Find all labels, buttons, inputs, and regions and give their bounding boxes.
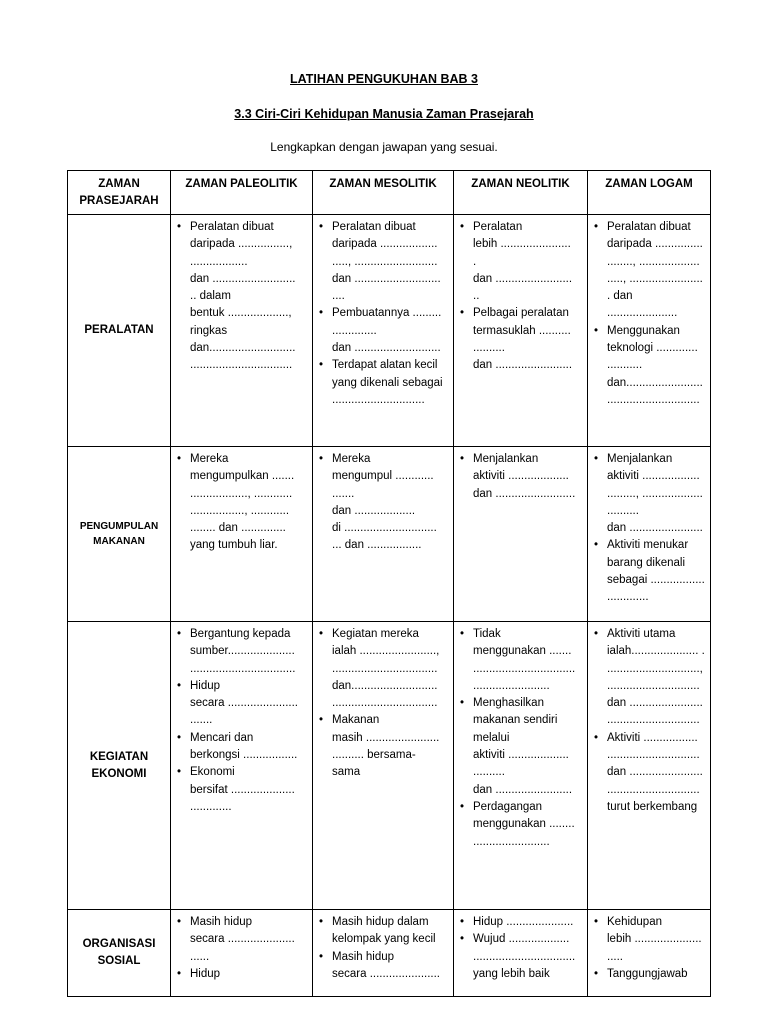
- bullet-item: • Mencari dan berkongsi .................: [175, 730, 308, 765]
- instruction-text: Lengkapkan dengan jawapan yang sesuai.: [270, 140, 498, 154]
- bullet-item: • Pembuatannya ......... .............. dan ...........................: [317, 305, 449, 357]
- bullet-item: • Aktiviti menukar barang dikenali sebagai ................. .............: [592, 537, 706, 606]
- section-subtitle: 3.3 Ciri-Ciri Kehidupan Manusia Zaman Prasejarah: [234, 107, 534, 121]
- row-peralatan: [68, 215, 711, 447]
- bullet-item: • Tanggungjawab: [592, 966, 706, 983]
- bullet-item: • Makanan masih ....................... .......... bersama- sama: [317, 712, 449, 781]
- row-pengumpulan-makanan: [68, 447, 711, 622]
- cell-sosial-paleolitik: [171, 910, 313, 997]
- bullet-item: • Peralatan dibuat daripada ............... ........, ................... ....., ....................... . dan ......................: [592, 219, 706, 323]
- cell-sosial-neolitik: [454, 910, 588, 997]
- cell-peralatan-neolitik: [454, 215, 588, 447]
- bullet-item: • Tidak menggunakan ....... ................................ ........................: [458, 626, 583, 695]
- cell-sosial-mesolitik: [313, 910, 454, 997]
- row-label-organisasi-sosial: ORGANISASI SOSIAL: [68, 910, 171, 997]
- bullet-item: • Kehidupan lebih ..................... .....: [592, 914, 706, 966]
- bullet-item: • Masih hidup secara ......................: [317, 949, 449, 984]
- bullet-item: • Perdagangan menggunakan ........ ........................: [458, 799, 583, 851]
- header-mesolitik: ZAMAN MESOLITIK: [313, 171, 454, 215]
- bullet-item: • Aktiviti ................. ............................. dan ....................... ............................. turut berkembang: [592, 730, 706, 816]
- header-logam: ZAMAN LOGAM: [588, 171, 711, 215]
- bullet-item: • Mereka mengumpul ............ ....... dan ................... di ............................. ... dan .................: [317, 451, 449, 555]
- bullet-item: • Menghasilkan makanan sendiri melalui aktiviti ................... .......... dan ........................: [458, 695, 583, 799]
- header-paleolitik: ZAMAN PALEOLITIK: [171, 171, 313, 215]
- cell-ekonomi-paleolitik: [171, 622, 313, 910]
- exercise-title: LATIHAN PENGUKUHAN BAB 3: [290, 72, 478, 86]
- row-label-peralatan: PERALATAN: [68, 215, 171, 447]
- cell-ekonomi-logam: [588, 622, 711, 910]
- cell-makanan-logam: [588, 447, 711, 622]
- bullet-item: • Ekonomi bersifat .................... .............: [175, 764, 308, 816]
- bullet-item: • Masih hidup dalam kelompak yang kecil: [317, 914, 449, 949]
- header-neolitik: ZAMAN NEOLITIK: [454, 171, 588, 215]
- bullet-item: • Menggunakan teknologi ............. ........... dan........................ .............................: [592, 323, 706, 409]
- bullet-item: • Peralatan dibuat daripada ................, .................. dan .......................... .. dalam bentuk ..................., ringkas dan........................... ................................: [175, 219, 308, 375]
- row-organisasi-sosial: [68, 910, 711, 997]
- cell-peralatan-paleolitik: [171, 215, 313, 447]
- bullet-item: • Kegiatan mereka ialah ........................, ................................. dan........................... .................................: [317, 626, 449, 712]
- bullet-item: • Menjalankan aktiviti .................. ........., ................... .......... dan .......................: [592, 451, 706, 537]
- bullet-item: • Peralatan dibuat daripada .................. ....., .......................... dan ........................... ....: [317, 219, 449, 305]
- table-body: [68, 215, 711, 997]
- row-label-kegiatan-ekonomi: KEGIATAN EKONOMI: [68, 622, 171, 910]
- cell-ekonomi-neolitik: [454, 622, 588, 910]
- bullet-item: • Hidup: [175, 966, 308, 983]
- bullet-item: • Menjalankan aktiviti ................... dan .........................: [458, 451, 583, 503]
- cell-makanan-mesolitik: [313, 447, 454, 622]
- header-row: [68, 171, 711, 215]
- cell-makanan-paleolitik: [171, 447, 313, 622]
- cell-makanan-neolitik: [454, 447, 588, 622]
- bullet-item: • Wujud ................... ................................ yang lebih baik: [458, 931, 583, 983]
- bullet-item: • Terdapat alatan kecil yang dikenali sebagai .............................: [317, 357, 449, 409]
- bullet-item: • Masih hidup secara ..................... ......: [175, 914, 308, 966]
- cell-peralatan-logam: [588, 215, 711, 447]
- bullet-item: • Peralatan lebih ...................... . dan ........................ ..: [458, 219, 583, 305]
- bullet-item: • Hidup .....................: [458, 914, 583, 931]
- bullet-item: • Aktiviti utama ialah..................... . ............................., ............................. dan ....................... .............................: [592, 626, 706, 730]
- prehistoric-table: [67, 170, 711, 997]
- bullet-item: • Hidup secara ...................... .......: [175, 678, 308, 730]
- cell-sosial-logam: [588, 910, 711, 997]
- header-zaman-prasejarah: ZAMAN PRASEJARAH: [68, 171, 171, 215]
- cell-ekonomi-mesolitik: [313, 622, 454, 910]
- cell-peralatan-mesolitik: [313, 215, 454, 447]
- bullet-item: • Pelbagai peralatan termasuklah .......... .......... dan ........................: [458, 305, 583, 374]
- row-kegiatan-ekonomi: [68, 622, 711, 910]
- bullet-item: • Bergantung kepada sumber..................... .................................: [175, 626, 308, 678]
- row-label-pengumpulan-makanan: PENGUMPULAN MAKANAN: [68, 447, 171, 622]
- bullet-item: • Mereka mengumpulkan ....... .................., ............ ................., ............ ........ dan .............. yang tumbuh liar.: [175, 451, 308, 555]
